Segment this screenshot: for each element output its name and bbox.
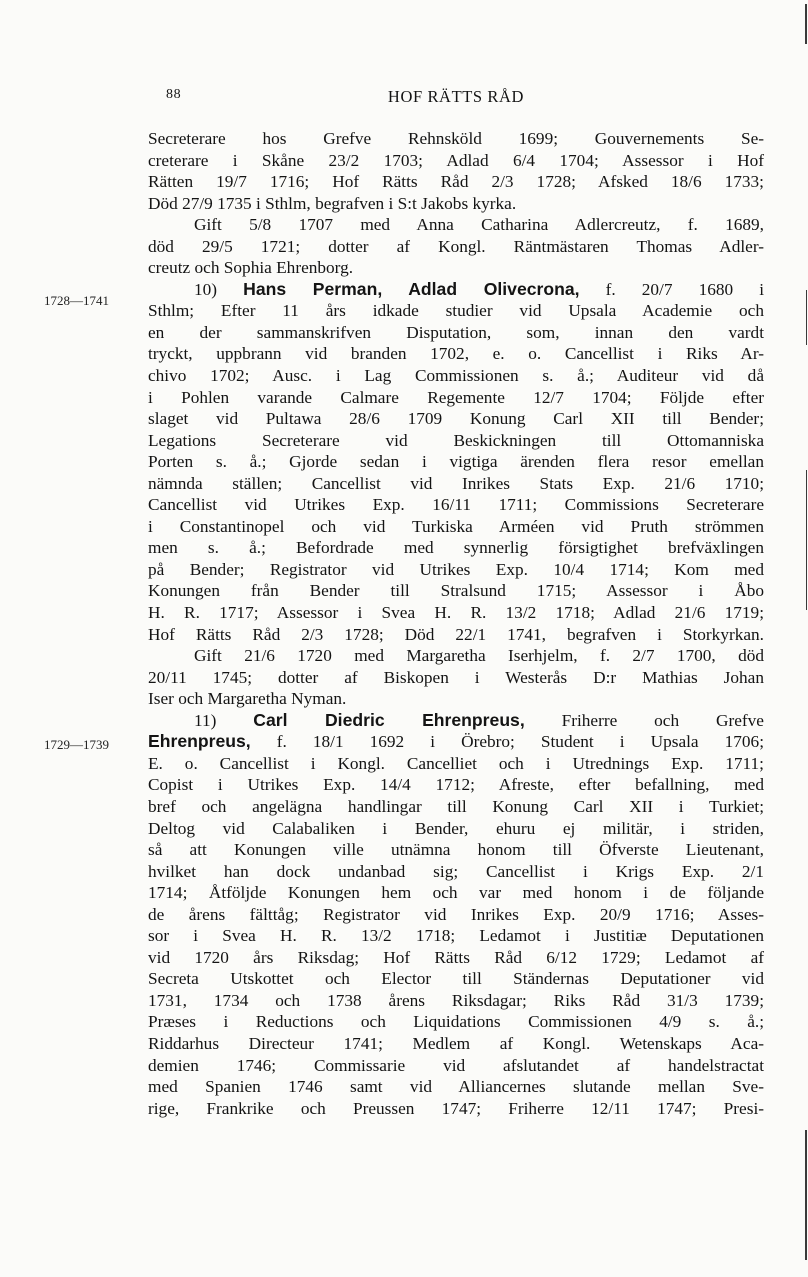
text-line: så att Konungen ville utnämna honom till Öfverste Lieutenant, [148, 840, 764, 860]
text-line: Præses i Reductions och Liquidations Commissionen 4/9 s. å.; [148, 1012, 764, 1032]
entry-heading [148, 279, 764, 301]
text-line: i Constantinopel och vid Turkiska Arméen vid Pruth strömmen [148, 516, 764, 536]
text-line: creutz och Sophia Ehrenborg. [148, 258, 354, 278]
text-line: Porten s. å.; Gjorde sedan i vigtiga ärenden flera resor emellan [148, 452, 764, 472]
page-edge-mark [805, 1130, 807, 1260]
text-line: död 29/5 1721; dotter af Kongl. Räntmästaren Thomas Adler- [148, 236, 764, 256]
text-line: creterare i Skåne 23/2 1703; Adlad 6/4 1704; Assessor i Hof [148, 150, 764, 170]
text-line: i Pohlen varande Calmare Regemente 12/7 1704; Följde efter [148, 387, 764, 407]
text-line: H. R. 1717; Assessor i Svea H. R. 13/2 1718; Adlad 21/6 1719; [148, 603, 764, 623]
margin-years-11: 1729—1739 [44, 737, 109, 752]
text-line: Cancellist vid Utrikes Exp. 16/11 1711; Commissions Secreterare [148, 495, 764, 515]
text-line: Iser och Margaretha Nyman. [148, 689, 347, 709]
page-edge-mark [805, 4, 807, 44]
margin-years-10: 1728—1741 [44, 293, 109, 308]
text-line: på Bender; Registrator vid Utrikes Exp. 10/4 1714; Kom med [148, 559, 764, 579]
body-text [148, 128, 764, 1119]
entry-heading-rest: f. 20/7 1680 i [605, 279, 764, 299]
text-line: Secreterare hos Grefve Rehnsköld 1699; Gouvernements Se- [148, 129, 764, 148]
text-line: Hof Rätts Råd 2/3 1728; Död 22/1 1741, begrafven i Storkyrkan. [148, 624, 764, 644]
text-line: Riddarhus Directeur 1741; Medlem af Kongl. Wetenskaps Aca- [148, 1033, 764, 1053]
text-line: Secreta Utskottet och Elector till Ständernas Deputationer vid [148, 969, 764, 989]
page-edge-mark [806, 290, 807, 345]
running-header [148, 87, 764, 111]
text-line: Gift 21/6 1720 med Margaretha Iserhjelm, f. 2/7 1700, död [194, 646, 764, 666]
text-line: de årens fälttåg; Registrator vid Inrikes Exp. 20/9 1716; Asses- [148, 904, 764, 924]
entry-heading [148, 710, 764, 732]
text-line: vid 1720 års Riksdag; Hof Rätts Råd 6/12 1729; Ledamot af [148, 947, 764, 967]
text-line: hvilket han dock undanbad sig; Cancellist i Krigs Exp. 2/1 [148, 861, 764, 881]
text-line: Död 27/9 1735 i Sthlm, begrafven i S:t Jakobs kyrka. [148, 193, 517, 213]
text-line: sor i Svea H. R. 13/2 1718; Ledamot i Justitiæ Deputationen [148, 926, 764, 946]
text-line: chivo 1702; Ausc. i Lag Commissionen s. å.; Auditeur vid då [148, 366, 764, 386]
text-line: rige, Frankrike och Preussen 1747; Friherre 12/11 1747; Presi- [148, 1098, 764, 1118]
text-line: 1731, 1734 och 1738 årens Riksdagar; Riks Råd 31/3 1739; [148, 990, 764, 1010]
text-line: 1714; Åtföljde Konungen hem och var med honom i de följande [148, 883, 764, 903]
text-line: slaget vid Pultawa 28/6 1709 Konung Carl XII till Bender; [148, 409, 764, 429]
text-line: tryckt, uppbrann vid branden 1702, e. o. Cancellist i Riks Ar- [148, 344, 764, 364]
page-title: HOF RÄTTS RÅD [387, 87, 525, 106]
person-name: Carl Diedric Ehrenpreus, [253, 709, 525, 730]
entry-number: 11) [194, 710, 217, 730]
text-line: E. o. Cancellist i Kongl. Cancelliet och i Utrednings Exp. 1711; [148, 753, 764, 773]
text-line: nämnda ställen; Cancellist vid Inrikes Stats Exp. 21/6 1710; [148, 473, 764, 493]
text-line: 20/11 1745; dotter af Biskopen i Westerås D:r Mathias Johan [148, 667, 764, 687]
text-line: demien 1746; Commissarie vid afslutandet af handelstractat [148, 1055, 764, 1075]
page-number: 88 [166, 87, 182, 102]
text-line: bref och angelägna handlingar till Konung Carl XII i Turkiet; [148, 796, 764, 816]
entry-number: 10) [194, 279, 218, 299]
text-line: Rätten 19/7 1716; Hof Rätts Råd 2/3 1728; Afsked 18/6 1733; [148, 172, 764, 192]
text-line-rest: f. 18/1 1692 i Örebro; Student i Upsala 1706; [276, 732, 764, 752]
text-line [148, 731, 764, 753]
text-line: med Spanien 1746 samt vid Alliancernes slutande mellan Sve- [148, 1077, 764, 1097]
text-line: en der sammanskrifven Disputation, som, innan den vardt [148, 322, 764, 342]
text-line: Gift 5/8 1707 med Anna Catharina Adlercreutz, f. 1689, [194, 215, 764, 235]
text-line: Legations Secreterare vid Beskickningen till Ottomanniska [148, 430, 764, 450]
text-line: Copist i Utrikes Exp. 14/4 1712; Afreste, efter befallning, med [148, 775, 764, 795]
person-name: Hans Perman, Adlad Olivecrona, [243, 278, 580, 299]
entry-heading-rest: Friherre och Grefve [561, 710, 764, 730]
person-name-cont: Ehrenpreus, [148, 731, 251, 752]
text-line: Konungen från Bender till Stralsund 1715; Assessor i Åbo [148, 581, 764, 601]
text-line: Deltog vid Calabaliken i Bender, ehuru ej militär, i striden, [148, 818, 764, 838]
page-edge-mark [806, 470, 807, 610]
text-line: men s. å.; Befordrade med synnerlig försigtighet brefväxlingen [148, 538, 764, 558]
text-line: Sthlm; Efter 11 års idkade studier vid Upsala Academie och [148, 301, 764, 321]
